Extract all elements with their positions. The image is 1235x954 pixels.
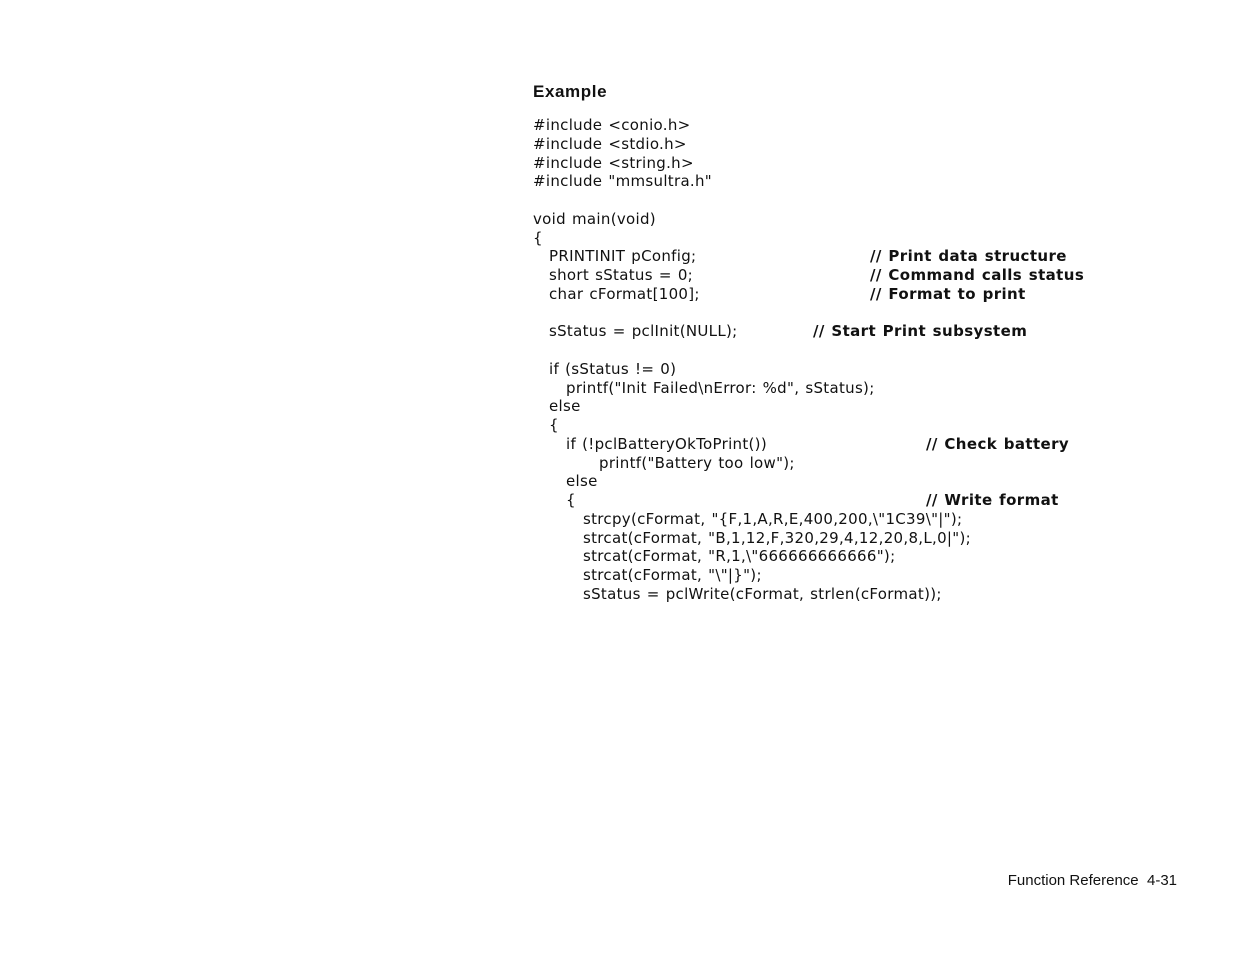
code-text: void main(void) [533,209,656,228]
code-comment: // Command calls status [870,266,1085,284]
code-text: short sStatus = 0; [549,266,694,284]
code-text: char cFormat[100]; [549,284,700,303]
page-footer: Function Reference 4-31 [1007,872,1177,889]
code-text: else [566,472,598,491]
code-text: { [566,491,576,509]
code-text: strcat(cFormat, "R,1,\"666666666666"); [583,547,896,566]
code-comment: // Check battery [926,434,1070,453]
code-text: if (!pclBatteryOkToPrint()) [566,434,767,453]
code-text: printf("Init Failed\nError: %d", sStatus); [566,378,875,397]
code-text: strcpy(cFormat, "{F,1,A,R,E,400,200,\"1C39\"|"); [583,509,963,528]
code-text: sStatus = pclInit(NULL); [549,322,738,341]
code-comment: // Format to print [870,284,1026,303]
code-text: printf("Battery too low"); [599,453,795,472]
code-text: if (sStatus != 0) [549,359,677,378]
code-text: else [549,397,581,416]
code-text: #include <stdio.h> [533,134,687,153]
code-text: #include <conio.h> [533,116,691,134]
code-text: sStatus = pclWrite(cFormat, strlen(cFormat)); [583,584,942,603]
code-text: PRINTINIT pConfig; [549,247,697,266]
code-comment: // Print data structure [870,247,1067,266]
section-heading: Example [533,82,608,101]
code-comment: // Start Print subsystem [813,322,1028,341]
code-text: strcat(cFormat, "\"|}"); [583,566,762,584]
code-text: #include "mmsultra.h" [533,172,713,191]
code-text: { [549,416,559,434]
code-text: strcat(cFormat, "B,1,12,F,320,29,4,12,20,8,L,0|"); [583,528,971,547]
code-text: { [533,228,543,247]
code-comment: // Write format [926,491,1059,509]
code-text: #include <string.h> [533,153,694,172]
